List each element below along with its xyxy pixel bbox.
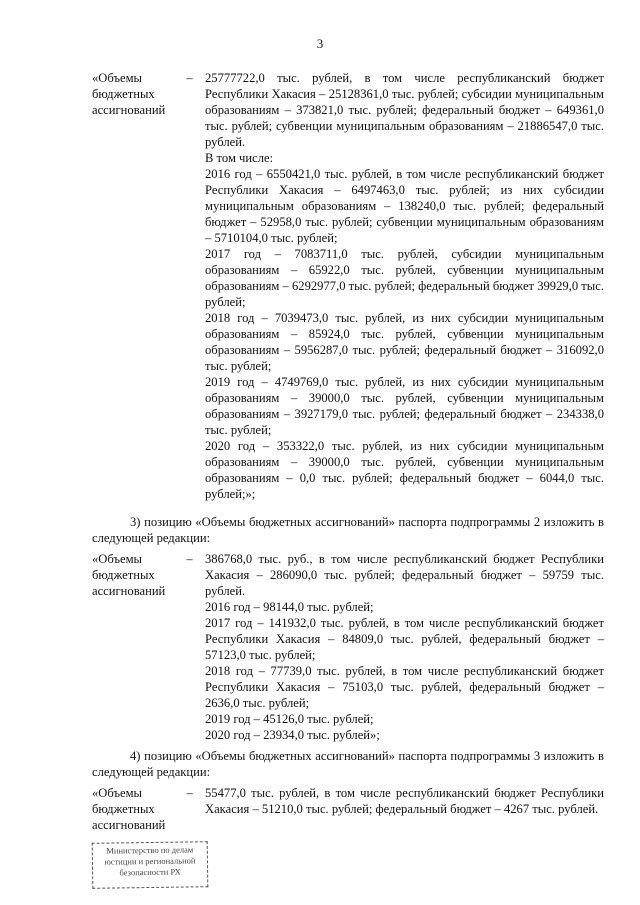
- entry-dash: –: [186, 786, 193, 800]
- budget-entry-subprogram-2: [92, 551, 604, 743]
- instruction-paragraph: 4) позицию «Объемы бюджетных ассигнований» паспорта подпрограммы 3 изложить в следующей редакции:: [92, 749, 604, 779]
- entry-paragraph: 2020 год – 353322,0 тыс. рублей, из них субсидии муниципальным образованиям – 39000,0 тыс. рублей, субвенции муниципальным образованиям – 0,0 тыс. рублей; федеральный бюджет – 6044,0 тыс. рублей;»;: [205, 439, 604, 501]
- entry-paragraph: 2019 год – 4749769,0 тыс. рублей, из них субсидии муниципальным образованиям – 39000,0 тыс. рублей, субвенции муниципальным образованиям – 3927179,0 тыс. рублей; федеральный бюджет – 234338,0 тыс. рублей;: [205, 375, 604, 437]
- entry-paragraph: В том числе:: [205, 151, 274, 165]
- entry-paragraph: 2020 год – 23934,0 тыс. рублей»;: [205, 728, 380, 742]
- entry-body: [205, 551, 604, 743]
- entry-label: «Объемы бюджетных ассигнований: [92, 552, 166, 598]
- registration-stamp: [92, 841, 209, 889]
- stamp-line: юстиции и региональной: [104, 855, 196, 867]
- budget-entry-program-1: [92, 70, 604, 502]
- entry-label: «Объемы бюджетных ассигнований: [92, 786, 166, 832]
- entry-paragraph: 386768,0 тыс. руб., в том числе республиканский бюджет Республики Хакасия – 286090,0 тыс. рублей; федеральный бюджет – 59759 тыс. рублей.: [205, 552, 604, 598]
- stamp-line: Министерство по делам: [106, 844, 194, 856]
- entry-paragraph: 55477,0 тыс. рублей, в том числе республиканский бюджет Республики Хакасия – 51210,0 тыс. рублей; федеральный бюджет – 4267 тыс. рублей.: [205, 786, 604, 816]
- entry-body: [205, 70, 604, 502]
- entry-dash: –: [186, 552, 193, 566]
- page-number: 3: [316, 36, 324, 51]
- entry-paragraph: 25777722,0 тыс. рублей, в том числе республиканский бюджет Республики Хакасия – 25128361,0 тыс. рублей; субсидии муниципальным образованиям – 373821,0 тыс. рублей; федеральный бюджет – 649361,0 тыс. рублей; субвенции муниципальным образованиям – 21886547,0 тыс. рублей.: [205, 71, 604, 149]
- instruction-paragraph: 3) позицию «Объемы бюджетных ассигнований» паспорта подпрограммы 2 изложить в следующей редакции:: [92, 515, 604, 545]
- budget-entry-subprogram-3: [92, 785, 604, 833]
- entry-body: [205, 785, 604, 833]
- stamp-line: безопасности РХ: [119, 866, 181, 878]
- entry-paragraph: 2017 год – 7083711,0 тыс. рублей, субсидии муниципальным образованиям – 65922,0 тыс. рублей, субвенции муниципальным образованиям – 6292977,0 тыс. рублей; федеральный бюджет 39929,0 тыс. рублей;: [205, 247, 604, 309]
- entry-paragraph: 2016 год – 98144,0 тыс. рублей;: [205, 600, 374, 614]
- entry-paragraph: 2018 год – 77739,0 тыс. рублей, в том числе республиканский бюджет Республики Хакасия – 75103,0 тыс. рублей, федеральный бюджет – 2636,0 тыс. рублей;: [205, 664, 604, 710]
- entry-paragraph: 2019 год – 45126,0 тыс. рублей;: [205, 712, 374, 726]
- entry-paragraph: 2016 год – 6550421,0 тыс. рублей, в том числе республиканский бюджет Республики Хакасия – 6497463,0 тыс. рублей; из них субсидии муниципальным образованиям – 138240,0 тыс. рублей; федеральный бюджет – 52958,0 тыс. рублей; субвенции муниципальным образованиям – 5710104,0 тыс. рублей;: [205, 167, 604, 245]
- entry-paragraph: 2017 год – 141932,0 тыс. рублей, в том числе республиканский бюджет Республики Хакасия – 84809,0 тыс. рублей, федеральный бюджет – 57123,0 тыс. рублей;: [205, 616, 604, 662]
- entry-paragraph: 2018 год – 7039473,0 тыс. рублей, из них субсидии муниципальным образованиям – 85924,0 тыс. рублей, субвенции муниципальным образованиям – 5956287,0 тыс. рублей; федеральный бюджет – 316092,0 тыс. рублей;: [205, 311, 604, 373]
- entry-label: «Объемы бюджетных ассигнований: [92, 71, 166, 117]
- entry-dash: –: [186, 71, 193, 85]
